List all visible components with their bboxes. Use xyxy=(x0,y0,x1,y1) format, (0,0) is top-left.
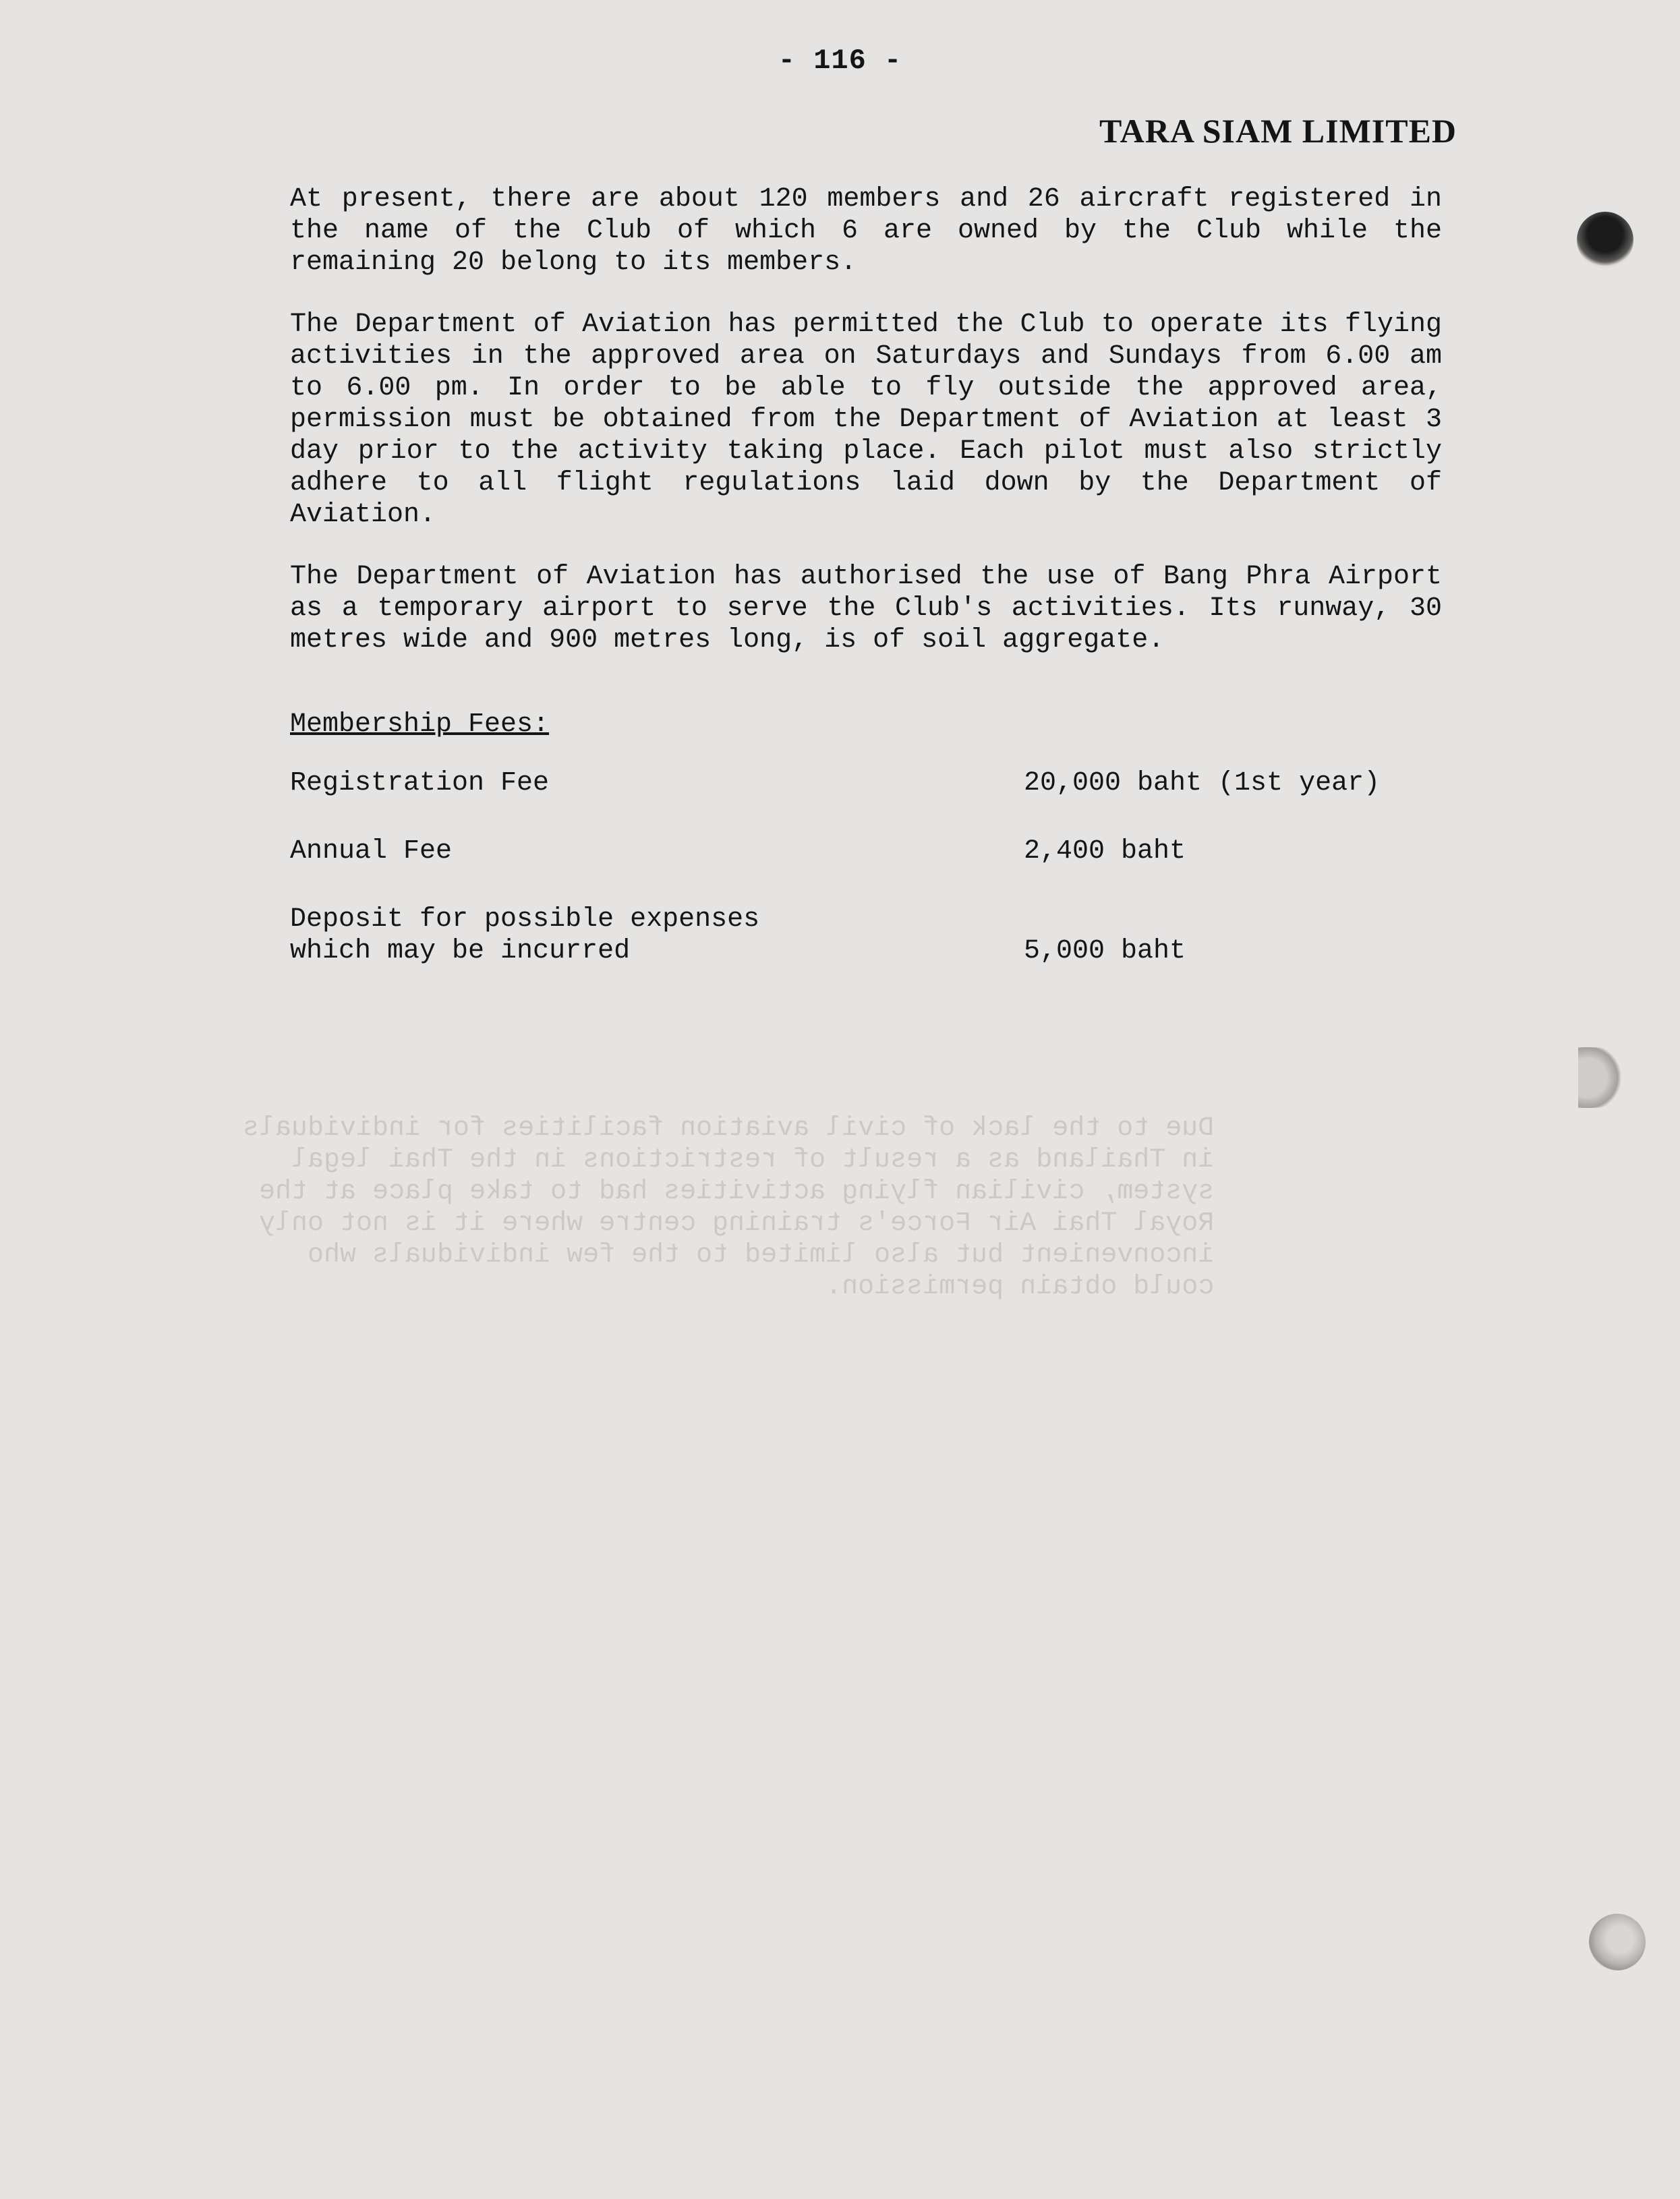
fee-label xyxy=(290,904,759,967)
document-body xyxy=(290,183,1442,1003)
page-number: - 116 - xyxy=(778,45,902,77)
fee-label: Annual Fee xyxy=(290,836,453,867)
fee-row-deposit xyxy=(290,904,1442,967)
membership-fees-heading: Membership Fees: xyxy=(290,709,550,740)
paragraph-members: At present, there are about 120 members and 26 aircraft registered in the name of the Club of which 6 are owned by the Club while the remaining 20 belong to its members. xyxy=(290,184,1442,278)
fee-label: Registration Fee xyxy=(290,768,550,798)
fee-row-annual xyxy=(290,835,1442,867)
fee-row-registration xyxy=(290,767,1442,799)
punch-hole-middle xyxy=(1578,1047,1625,1108)
fee-amount: 20,000 baht (1st year) xyxy=(1024,768,1381,798)
deposit-label-line1: Deposit for possible expenses xyxy=(290,904,760,935)
punch-hole-top xyxy=(1577,212,1633,268)
deposit-label-line2: which may be incurred xyxy=(290,936,631,966)
paragraph-airport: The Department of Aviation has authorised the use of Bang Phra Airport as a temporary airport to serve the Club's activities. Its runway, 30 metres wide and 900 metres long, is of soil aggregate. xyxy=(290,562,1442,655)
company-header: TARA SIAM LIMITED xyxy=(1099,112,1457,150)
bleed-through-text: Due to the lack of civil aviation facilities for individuals in Thailand as a result of restrictions in the Thai legal system, civilian flying activities had to take place at the Royal Thai Air Force's training centre where it is not only inconvenient but also limited to the few individuals who could obtain permission. xyxy=(243,1113,1215,1302)
fee-amount: 2,400 baht xyxy=(1024,836,1186,867)
paragraph-operations: The Department of Aviation has permitted the Club to operate its flying activities in the approved area on Saturdays and Sundays from 6.00 am to 6.00 pm. In order to be able to fly outside the approved area, permission must be obtained from the Department of Aviation at least 3 day prior to the activity taking place. Each pilot must also strictly adhere to all flight regulations laid down by the Department of Aviation. xyxy=(290,310,1442,530)
fee-amount: 5,000 baht xyxy=(1024,936,1186,966)
punch-hole-bottom xyxy=(1589,1914,1646,1970)
